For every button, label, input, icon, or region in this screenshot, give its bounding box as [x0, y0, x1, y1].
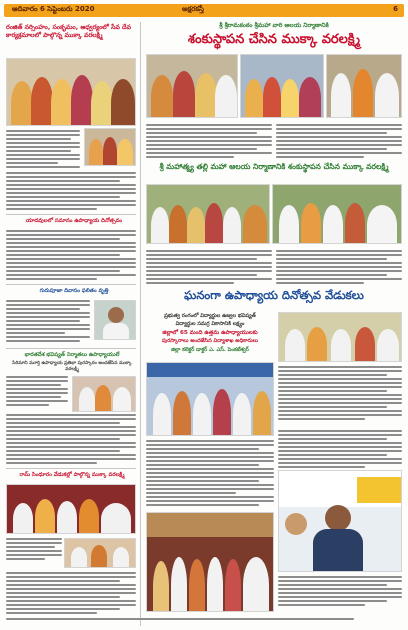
left-section3-headline: గురుపూజా దివాసం ఫలితం వృత్తి [39, 288, 109, 294]
left-lead-photo [6, 58, 136, 126]
right-bottom-sub-2: పురస్కారాలు అందజేసిన విద్యాశాఖ అధికారులు [162, 338, 258, 344]
left-section5-body-2 [6, 572, 136, 616]
right-bottom-photo-stage [146, 512, 274, 612]
left-divider-1 [6, 214, 136, 215]
right-middle-photo-2 [272, 184, 402, 244]
right-bottom-kicker-1: ప్రభుత్వ రంగంలో విద్యార్థుల ఉజ్వల భవిష్యత్ [164, 313, 256, 319]
right-top-body-2 [276, 124, 402, 160]
right-bottom-body-left [146, 440, 274, 508]
right-top-body-1 [146, 124, 272, 160]
right-top-kicker: శ్రీ శ్రీరామకంఠం శ్రీమహా వారి ఆలయ నిర్మాణానికి [219, 22, 329, 29]
right-bottom-photo-right-top [278, 312, 402, 362]
right-bottom-body-right-2 [278, 430, 402, 470]
right-bottom-body-right-3 [278, 576, 402, 608]
left-lead-body-2 [6, 172, 136, 212]
right-middle-body-1 [146, 250, 272, 286]
left-section5-photo [6, 484, 136, 534]
right-bottom-photo-event [146, 362, 274, 436]
left-lead-body [6, 130, 80, 170]
left-divider-4 [6, 468, 136, 469]
left-section5-headline: రామ్ సింధూరం వేడుకల్లో పాల్గొన్న ముక్కా వరలక్ష్మి [19, 472, 125, 478]
right-bottom-sub-3: జిల్లా కలెక్టర్ డాక్టర్ ఎ. ఎస్. పెంకటేశ్వర్ [171, 347, 249, 353]
left-section5-inset [64, 538, 136, 568]
left-section2-headline: యాదవులలో సమానం ఉపాధ్యాయ దినోత్సవం [25, 218, 123, 224]
left-section4-photo [72, 376, 136, 412]
right-top-headline: శంకుస్థాపన చేసిన ముక్కా వరలక్ష్మి [187, 32, 361, 47]
right-bottom-sub-1: జిల్లాలో 65 మంది ఉత్తమ ఉపాధ్యాయులకు [162, 330, 258, 336]
left-footer-body [6, 618, 402, 622]
left-inset-photo [84, 128, 136, 166]
left-section3-body [6, 300, 90, 344]
masthead-paper-name: అక్షరకస్తీ [182, 5, 204, 13]
masthead-bar [4, 4, 404, 17]
right-bottom-headline: ఘనంగా ఉపాధ్యాయ దినోత్సవ వేడుకలు [184, 288, 364, 302]
left-section2-body [6, 230, 136, 282]
column-divider [140, 22, 141, 626]
right-bottom-photo-speaker [278, 470, 402, 572]
right-bottom-body-right [278, 366, 402, 422]
right-middle-headline: శ్రీ మహాత్మ్య తల్లి మహా ఆలయ నిర్మాణానికి శంకుస్థాపన చేసిన ముక్కా వరలక్ష్మి [159, 162, 389, 171]
left-section4-headline: భారతదేశ భవిష్యత్ నిర్మాతలు ఉపాధ్యాయులే [24, 352, 120, 358]
right-top-photo-2 [240, 54, 324, 118]
right-top-photo-3 [326, 54, 402, 118]
masthead-date: ఆదివారం 6 సెప్టెంబరు 2020 [12, 5, 95, 13]
left-section3-portrait [94, 300, 136, 340]
right-top-photo-1 [146, 54, 238, 118]
left-section4-body [6, 376, 68, 408]
left-section4-sub: సిరిమాని మూర్తి ఉపాధ్యాయ ప్రతిభా పురస్కారం అందజేసిన ముక్కా వరలక్ష్మి [12, 361, 132, 372]
right-bottom-kicker-2: విద్యార్థుల సమగ్ర వికాసానికి లక్ష్యం [175, 321, 245, 327]
left-section5-body [6, 538, 62, 562]
left-divider-3 [6, 348, 136, 349]
left-divider-2 [6, 284, 136, 285]
right-middle-photo-1 [146, 184, 270, 244]
left-section4-body-2 [6, 414, 136, 466]
masthead-page-number: 6 [393, 5, 398, 13]
right-middle-body-2 [276, 250, 402, 286]
left-lead-headline: రంజిత్ నర్సింహం, సంకృమం, ఆధ్వర్యంలో సేవ దేవ కార్యక్రమాలలో పాల్గొన్న ముక్కా వరలక్ష్మి [6, 24, 131, 39]
